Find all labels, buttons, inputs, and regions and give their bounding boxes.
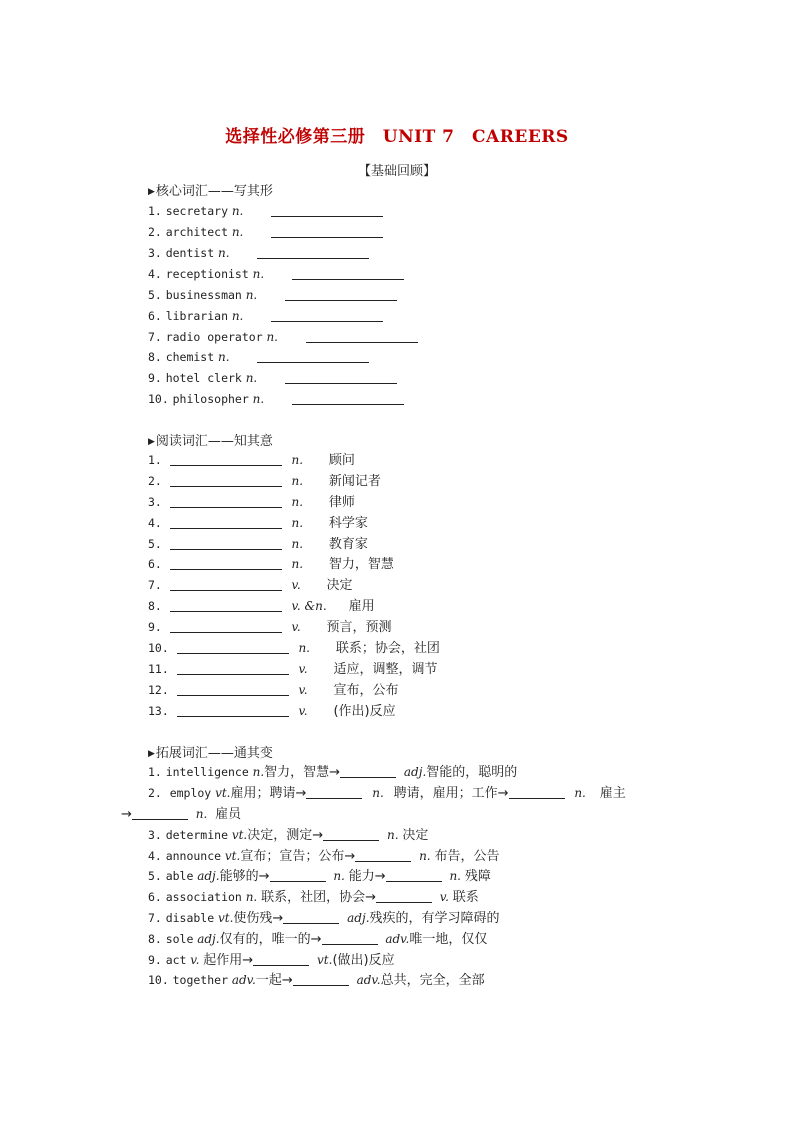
item-number: 2.: [148, 786, 162, 800]
item-number: 7.: [148, 911, 162, 925]
part-of-speech: v.: [298, 662, 308, 676]
section-heading-text: 拓展词汇——通其变: [155, 746, 273, 761]
meaning: 智能的，聪明的: [426, 765, 518, 780]
part-of-speech: v.: [291, 620, 301, 634]
part-of-speech: v.: [291, 578, 301, 592]
part-of-speech: n.: [291, 516, 304, 530]
list-item: [148, 866, 491, 886]
list-item: [148, 783, 626, 803]
meaning: 决定: [326, 578, 353, 593]
answer-blank[interactable]: [271, 308, 383, 322]
item-number: 12.: [148, 683, 169, 697]
triangle-bullet-icon: ▶: [148, 749, 155, 759]
item-word: employ: [169, 786, 212, 800]
part-of-speech: n.: [252, 765, 265, 779]
meaning: 联系，社团，协会→: [261, 890, 376, 905]
answer-blank[interactable]: [170, 619, 282, 633]
answer-blank[interactable]: [283, 910, 339, 924]
part-of-speech: n.: [231, 204, 244, 218]
part-of-speech: adj.: [197, 932, 220, 946]
item-number: 2.: [148, 225, 162, 239]
item-word: association: [165, 890, 242, 904]
part-of-speech: vt.: [217, 911, 234, 925]
part-of-speech: n.: [217, 246, 230, 260]
list-item: [148, 762, 517, 782]
list-item: [148, 347, 369, 367]
item-word: hotel clerk: [165, 371, 242, 385]
part-of-speech: n.: [298, 641, 310, 655]
meaning: 雇用: [348, 599, 375, 614]
list-item: [148, 887, 479, 907]
list-item: [148, 575, 353, 595]
part-of-speech: n.: [419, 849, 431, 863]
answer-blank[interactable]: [293, 972, 349, 986]
meaning: 布告，公告: [434, 849, 500, 864]
answer-blank[interactable]: [177, 682, 289, 696]
item-word: together: [172, 973, 228, 987]
item-number: 5.: [148, 288, 162, 302]
list-item: [148, 285, 397, 305]
item-word: chemist: [165, 350, 215, 364]
part-of-speech: n.: [574, 786, 586, 800]
answer-blank[interactable]: [170, 452, 282, 466]
list-item: [148, 554, 394, 574]
answer-blank[interactable]: [170, 473, 282, 487]
part-of-speech: vt.: [317, 953, 333, 967]
item-number: 7.: [148, 578, 162, 592]
answer-blank[interactable]: [386, 868, 442, 882]
meaning: 新闻记者: [328, 474, 381, 489]
meaning: 使伤残→: [233, 911, 284, 926]
meaning: 宣布，公布: [333, 683, 399, 698]
item-number: 3.: [148, 246, 162, 260]
item-number: 7.: [148, 330, 162, 344]
part-of-speech: n.: [245, 890, 258, 904]
meaning: 聘请，雇用；工作→: [393, 786, 509, 801]
meaning: 联系；协会，社团: [335, 641, 440, 656]
meaning: 决定，测定→: [247, 828, 324, 843]
triangle-bullet-icon: ▶: [148, 187, 155, 197]
part-of-speech: v.: [298, 704, 308, 718]
item-number: 1.: [148, 453, 162, 467]
list-item: [148, 201, 383, 221]
item-number: 11.: [148, 662, 169, 676]
item-word: intelligence: [165, 765, 249, 779]
list-item: [148, 492, 355, 512]
answer-blank[interactable]: [355, 848, 411, 862]
list-item: [148, 950, 395, 970]
triangle-bullet-icon: ▶: [148, 437, 155, 447]
meaning: 智力，智慧: [328, 557, 394, 572]
list-item: [148, 970, 485, 990]
answer-blank[interactable]: [271, 203, 383, 217]
meaning: 唯一地，仅仅: [409, 932, 488, 947]
item-number: 4.: [148, 267, 162, 281]
meaning: 起作用→: [203, 953, 254, 968]
meaning: 残障: [464, 869, 491, 884]
section-subheading: 【基础回顾】: [357, 164, 436, 179]
meaning: 仅有的，唯一的→: [219, 932, 322, 947]
item-number: 2.: [148, 474, 162, 488]
part-of-speech: adv.: [356, 973, 381, 987]
part-of-speech: vt.: [215, 786, 231, 800]
part-of-speech: v.: [298, 683, 308, 697]
part-of-speech: v. &n.: [291, 599, 327, 613]
section-heading-text: 阅读词汇——知其意: [155, 434, 273, 449]
answer-blank[interactable]: [177, 703, 289, 717]
list-item: [148, 471, 381, 491]
part-of-speech: vt.: [231, 828, 248, 842]
item-number: 10.: [148, 973, 169, 987]
item-number: 3.: [148, 828, 162, 842]
answer-blank[interactable]: [271, 224, 383, 238]
item-number: 13.: [148, 704, 169, 718]
part-of-speech: n.: [252, 392, 265, 406]
list-item: [148, 243, 369, 263]
part-of-speech: n.: [217, 350, 230, 364]
item-word: act: [165, 953, 187, 967]
answer-blank[interactable]: [292, 266, 404, 280]
item-number: 1.: [148, 204, 162, 218]
list-item: [148, 368, 397, 388]
list-item: [148, 659, 437, 679]
answer-blank[interactable]: [306, 785, 362, 799]
item-word: radio operator: [165, 330, 263, 344]
answer-blank[interactable]: [323, 827, 379, 841]
answer-blank[interactable]: [509, 785, 565, 799]
meaning: 科学家: [328, 516, 368, 531]
part-of-speech: n.: [291, 495, 304, 509]
meaning: (做出)反应: [332, 953, 395, 968]
part-of-speech: adj.: [197, 869, 220, 883]
answer-blank[interactable]: [340, 764, 396, 778]
part-of-speech: n.: [291, 474, 304, 488]
meaning: 决定: [402, 828, 429, 843]
item-number: 9.: [148, 953, 162, 967]
answer-blank[interactable]: [292, 391, 404, 405]
answer-blank[interactable]: [177, 640, 289, 654]
answer-blank[interactable]: [253, 952, 309, 966]
item-number: 5.: [148, 537, 162, 551]
answer-blank[interactable]: [170, 598, 282, 612]
item-number: 8.: [148, 350, 162, 364]
answer-blank[interactable]: [270, 868, 326, 882]
item-number: 10.: [148, 641, 169, 655]
meaning: 雇用；聘请→: [230, 786, 307, 801]
item-number: 1.: [148, 765, 162, 779]
part-of-speech: n.: [266, 330, 278, 344]
meaning: 残疾的，有学习障碍的: [369, 911, 500, 926]
part-of-speech: n.: [195, 807, 208, 821]
item-number: 5.: [148, 869, 162, 883]
part-of-speech: n.: [245, 371, 258, 385]
arrow-icon: →: [121, 807, 132, 822]
part-of-speech: n.: [291, 557, 304, 571]
answer-blank[interactable]: [376, 889, 432, 903]
page-title: 选择性必修第三册 UNIT 7 CAREERS: [225, 127, 569, 147]
answer-blank[interactable]: [257, 349, 369, 363]
item-number: 6.: [148, 309, 162, 323]
list-item: [148, 513, 368, 533]
list-item: [148, 846, 499, 866]
meaning: 顾问: [328, 453, 355, 468]
item-word: able: [165, 869, 194, 883]
item-word: receptionist: [165, 267, 249, 281]
list-item: [148, 596, 375, 616]
item-word: secretary: [165, 204, 228, 218]
part-of-speech: v.: [190, 953, 200, 967]
list-item: [148, 389, 404, 409]
part-of-speech: n.: [449, 869, 461, 883]
list-item: [148, 222, 383, 242]
item-word: dentist: [165, 246, 215, 260]
part-of-speech: adv.: [385, 932, 410, 946]
answer-blank[interactable]: [170, 494, 282, 508]
part-of-speech: n.: [291, 537, 304, 551]
list-item: [148, 264, 404, 284]
answer-blank[interactable]: [170, 556, 282, 570]
part-of-speech: adj.: [347, 911, 370, 925]
meaning: (作出)反应: [333, 704, 396, 719]
item-word: disable: [165, 911, 215, 925]
list-item: [148, 680, 398, 700]
item-number: 8.: [148, 599, 162, 613]
section-heading-reading-vocab: [148, 430, 273, 449]
part-of-speech: n.: [231, 225, 244, 239]
meaning: 总共，完全，全部: [380, 973, 485, 988]
part-of-speech: v.: [439, 890, 449, 904]
meaning: 能够的→: [219, 869, 270, 884]
list-item: [148, 450, 355, 470]
section-heading-text: 核心词汇——写其形: [155, 184, 273, 199]
list-item: [148, 617, 392, 637]
item-word: sole: [165, 932, 194, 946]
item-word: businessman: [165, 288, 242, 302]
answer-blank[interactable]: [285, 370, 397, 384]
answer-blank[interactable]: [170, 577, 282, 591]
item-number: 10.: [148, 392, 169, 406]
part-of-speech: n.: [333, 869, 345, 883]
meaning: 雇主: [599, 786, 626, 801]
list-item: [148, 327, 418, 347]
meaning: 预言，预测: [326, 620, 392, 635]
answer-blank[interactable]: [285, 287, 397, 301]
list-item: [148, 825, 428, 845]
answer-blank[interactable]: [306, 329, 418, 343]
part-of-speech: n.: [386, 828, 399, 842]
part-of-speech: n.: [252, 267, 265, 281]
item-number: 9.: [148, 620, 162, 634]
part-of-speech: n.: [291, 453, 304, 467]
meaning: 适应，调整，调节: [333, 662, 438, 677]
item-number: 3.: [148, 495, 162, 509]
list-item: [148, 701, 396, 721]
meaning: 宣布；宣告；公布→: [240, 849, 356, 864]
meaning: 雇员: [215, 807, 242, 822]
item-number: 4.: [148, 516, 162, 530]
list-item: [148, 306, 383, 326]
item-word: architect: [165, 225, 228, 239]
answer-blank[interactable]: [177, 661, 289, 675]
list-item: [148, 908, 500, 928]
list-item: [148, 929, 487, 949]
item-number: 6.: [148, 557, 162, 571]
meaning: 能力→: [348, 869, 386, 884]
meaning: 律师: [328, 495, 355, 510]
meaning: 智力，智慧→: [264, 765, 341, 780]
answer-blank[interactable]: [170, 536, 282, 550]
meaning: 教育家: [328, 537, 368, 552]
list-item: [148, 638, 440, 658]
item-word: philosopher: [172, 392, 249, 406]
section-heading-core-vocab: [148, 180, 273, 199]
item-word: librarian: [165, 309, 228, 323]
item-number: 4.: [148, 849, 162, 863]
answer-blank[interactable]: [170, 515, 282, 529]
section-heading-extended-vocab: [148, 742, 273, 761]
item-word: announce: [165, 849, 222, 863]
item-number: 6.: [148, 890, 162, 904]
meaning: 一起→: [255, 973, 293, 988]
part-of-speech: n.: [231, 309, 244, 323]
meaning: 联系: [452, 890, 479, 905]
list-item: [148, 534, 368, 554]
part-of-speech: n.: [245, 288, 258, 302]
answer-blank[interactable]: [322, 931, 378, 945]
item-number: 8.: [148, 932, 162, 946]
answer-blank[interactable]: [132, 806, 188, 820]
list-item-continuation: [121, 804, 241, 824]
item-word: determine: [165, 828, 228, 842]
part-of-speech: adv.: [231, 973, 256, 987]
part-of-speech: vt.: [224, 849, 241, 863]
part-of-speech: n.: [372, 786, 384, 800]
answer-blank[interactable]: [257, 245, 369, 259]
part-of-speech: adj.: [403, 765, 427, 779]
item-number: 9.: [148, 371, 162, 385]
